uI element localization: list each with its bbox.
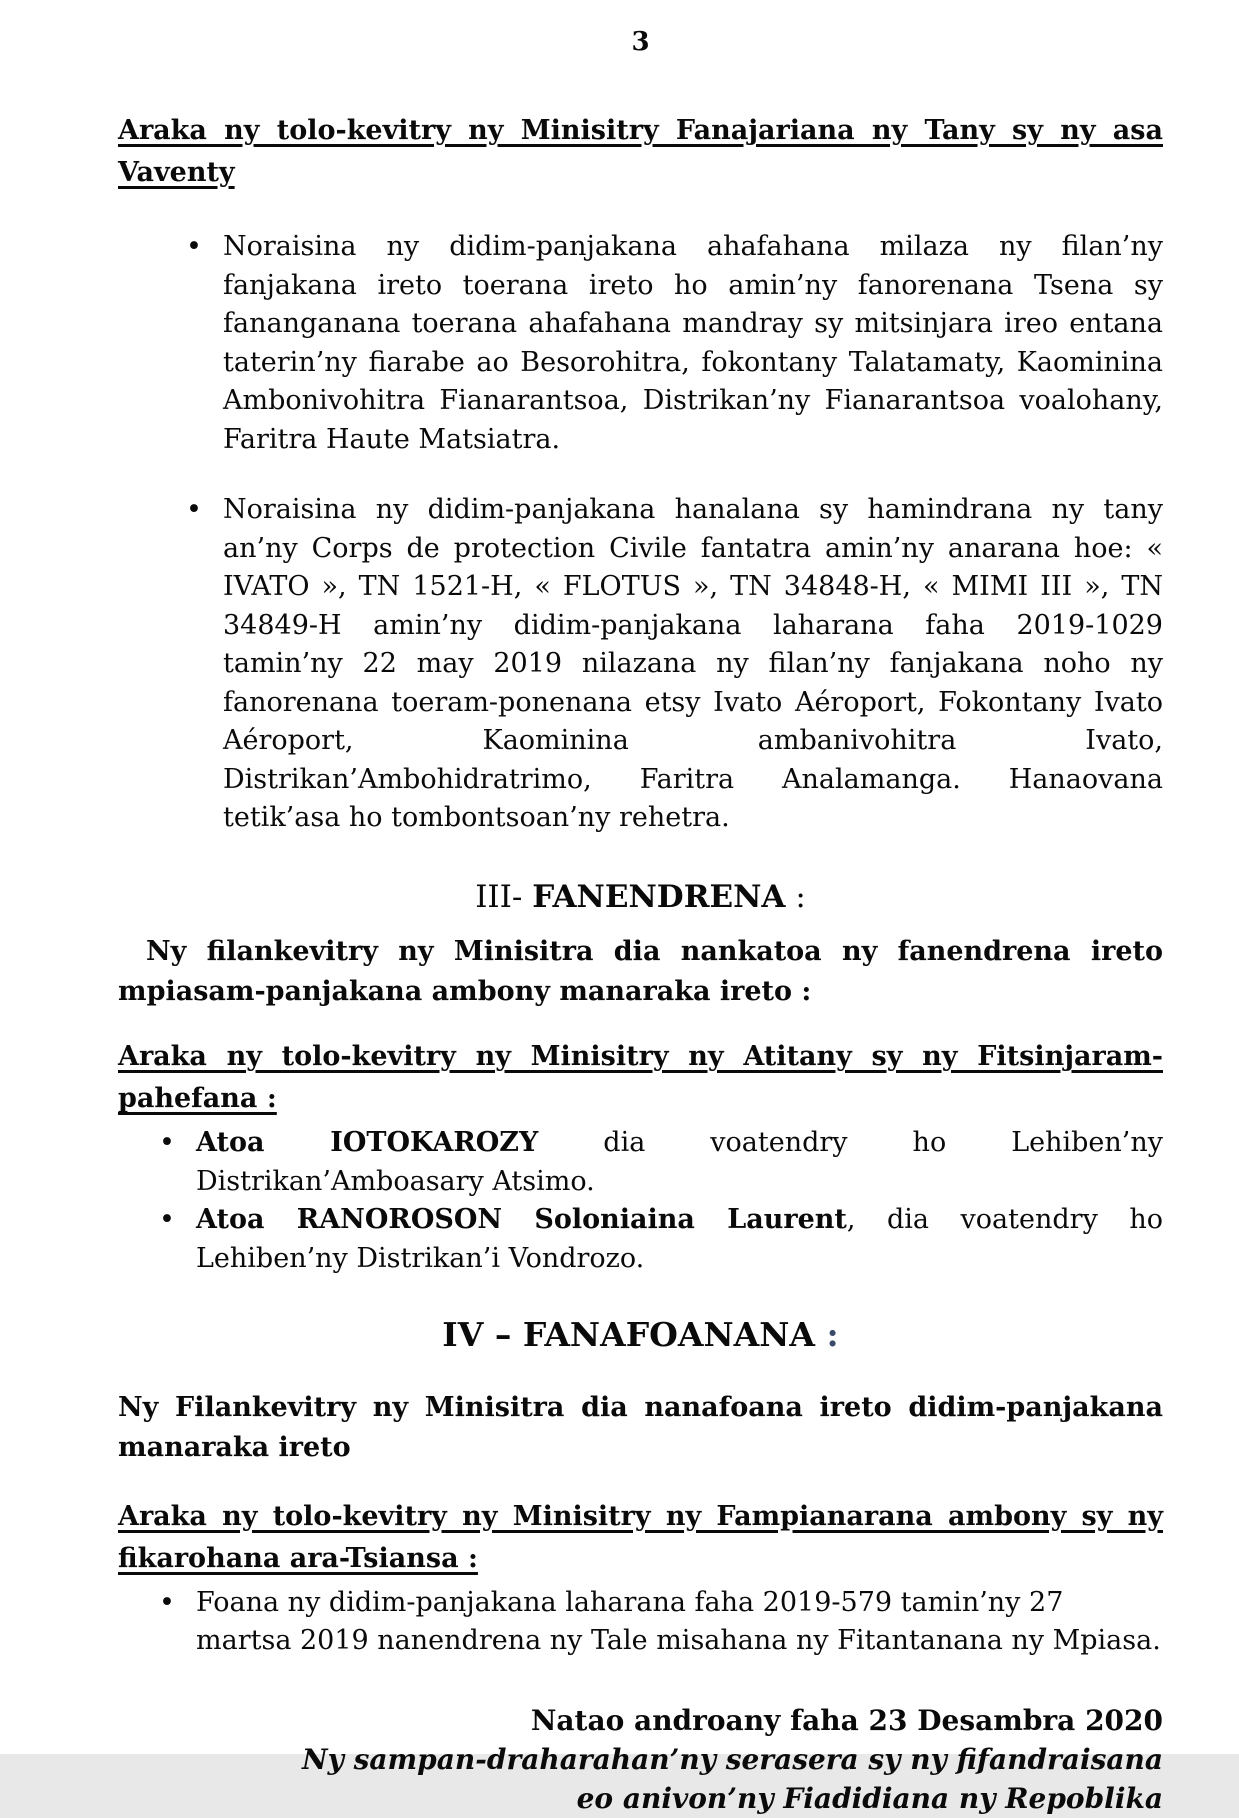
section-iv-colon: : bbox=[815, 1315, 839, 1355]
section-iii-numeral: III- bbox=[475, 878, 533, 915]
list-item-decree-fianarantsoa: • Noraisina ny didim-panjakana ahafahana milaza ny filan’ny fanjakana ireto toerana ireto ho amin’ny fanorenana Tsena sy fananganana toerana ahafahana mandray sy mitsinjara ireo entana taterin’ny fiarabe ao Besorohitra, fokontany Talatamaty, Kaominina Ambonivohitra Fianarantsoa, Distrikan’ny Fianarantsoa voalohany, Faritra Haute Matsiatra. bbox=[223, 228, 1163, 459]
section-iv-heading bbox=[118, 1314, 1163, 1355]
page-number: 3 bbox=[631, 27, 650, 57]
list-item-appointment bbox=[196, 1201, 1163, 1278]
section-iv-numeral: IV – bbox=[442, 1315, 523, 1355]
heading-interior-ministry-proposals: Araka ny tolo-kevitry ny Minisitry ny Atitany sy ny Fitsinjaram-pahefana : bbox=[118, 1041, 1163, 1115]
section-iii-title: FANENDRENA bbox=[532, 878, 786, 915]
closing-date-line: Natao androany faha 23 Desambra 2020 bbox=[530, 1703, 1163, 1737]
closing-block bbox=[118, 1701, 1163, 1818]
section-iii-colon: : bbox=[785, 878, 806, 915]
section-iii-heading bbox=[118, 878, 1163, 917]
repeal-list bbox=[118, 1584, 1163, 1661]
section-iii-intro: Ny filankevitry ny Minisitra dia nankatoa ny fanendrena ireto mpiasam-panjakana ambony manaraka ireto : bbox=[118, 936, 1163, 1008]
closing-signature-line-1: Ny sampan-draharahan’ny serasera sy ny fifandraisana bbox=[302, 1742, 1163, 1776]
section-iv-intro: Ny Filankevitry ny Minisitra dia nanafoana ireto didim-panjakana manaraka ireto bbox=[118, 1391, 1163, 1463]
appointment-detail: , dia voatendry ho Lehiben’ny Distrikan’i Vondrozo. bbox=[196, 1204, 1163, 1274]
appointee-name: Atoa IOTOKAROZY bbox=[196, 1127, 539, 1159]
list-item-appointment bbox=[196, 1124, 1163, 1201]
closing-signature-line-2: eo anivon’ny Fiadidiana ny Repoblika bbox=[576, 1781, 1163, 1815]
list-item-decree-ivato: • Noraisina ny didim-panjakana hanalana sy hamindrana ny tany an’ny Corps de protection Civile fantatra amin’ny anarana hoe: « IVATO », TN 1521-H, « FLOTUS », TN 34848-H, « MIMI III », TN 34849-H amin’ny didim-panjakana laharana faha 2019-1029 tamin’ny 22 may 2019 nilazana ny filan’ny fanjakana noho ny fanorenana toeram-ponenana etsy Ivato Aéroport, Fokontany Ivato Aéroport, Kaominina ambanivohitra Ivato, Distrikan’Ambohidratrimo, Faritra Analamanga. Hanaovana tetik’asa ho tombontsoan’ny rehetra. bbox=[223, 491, 1163, 838]
appointments-list bbox=[118, 1124, 1163, 1278]
heading-higher-education-ministry-proposals: Araka ny tolo-kevitry ny Minisitry ny Fampianarana ambony sy ny fikarohana ara-Tsiansa : bbox=[118, 1500, 1163, 1574]
section-iv-title: FANAFOANANA bbox=[522, 1315, 816, 1355]
land-decrees-list bbox=[118, 228, 1163, 838]
heading-land-ministry-proposals: Araka ny tolo-kevitry ny Minisitry Fanajariana ny Tany sy ny asa Vaventy bbox=[118, 115, 1163, 188]
appointment-detail: dia voatendry ho Lehiben’ny Distrikan’Amboasary Atsimo. bbox=[196, 1127, 1164, 1197]
list-item-repealed-decree: • Foana ny didim-panjakana laharana faha 2019-579 tamin’ny 27 martsa 2019 nanendrena ny Tale misahana ny Fitantanana ny Mpiasa. bbox=[196, 1584, 1163, 1661]
appointee-name: Atoa RANOROSON Soloniaina Laurent bbox=[196, 1204, 847, 1236]
